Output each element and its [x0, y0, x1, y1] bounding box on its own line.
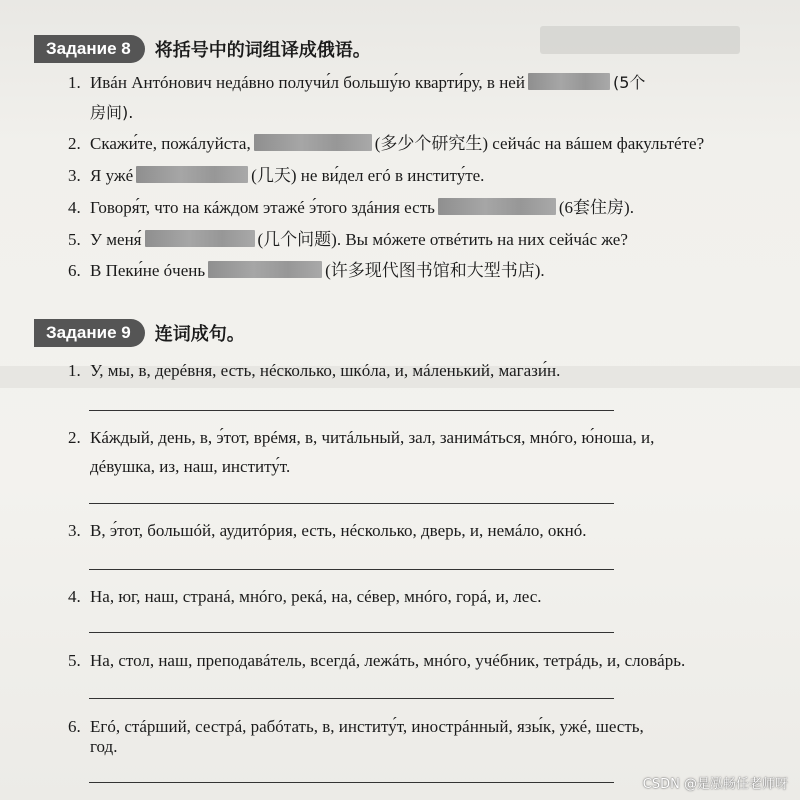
- answer-line-1: [89, 410, 614, 411]
- redacted-answer: [136, 166, 248, 183]
- redacted-answer: [208, 261, 322, 278]
- task8-item-4: 4. Говоря́т, что на кáждом этажé э́того здáния есть (6套住房).: [68, 198, 634, 217]
- answer-line-3: [89, 569, 614, 570]
- task9-tag: Задание 9: [34, 319, 145, 347]
- task9-item-4: 4. На, юг, наш, странá, мнóго, рекá, на, сéвер, мнóго, горá, и, лес.: [68, 587, 542, 606]
- task9-title: 连词成句。: [154, 324, 245, 345]
- task8-item-5: 5. У меня́ (几个问题). Вы мóжете отвéтить на них сейчáс же?: [68, 230, 628, 249]
- task9-item-2-cont: дéвушка, из, наш, институ́т.: [90, 457, 291, 476]
- task9-item-1: 1. У, мы, в, дерéвня, есть, нéсколько, шкóла, и, мáленький, магази́н.: [68, 361, 561, 380]
- task9-item-6: 6. Егó, стáрший, сестрá, рабóтать, в, институ́т, инострáнный, язы́к, ужé, шесть,: [68, 717, 644, 736]
- task9-item-3: 3. В, э́тот, большóй, аудитóрия, есть, нéсколько, дверь, и, немáло, oкнó.: [68, 521, 587, 540]
- task8-item-3: 3. Я ужé (几天) не ви́дел егó в институ́те.: [68, 166, 485, 185]
- redacted-answer: [528, 73, 610, 90]
- answer-line-5: [89, 698, 614, 699]
- task8-header: [34, 35, 371, 63]
- redacted-answer: [254, 134, 372, 151]
- answer-line-6: [89, 782, 614, 783]
- task9-item-5: 5. На, стол, наш, преподавáтель, всегдá, лежáть, мнóго, учéбник, тетрáдь, и, словáрь.: [68, 651, 686, 670]
- ghost-tab-shape: [540, 26, 740, 54]
- task8-item-6: 6. В Пеки́не óчень (许多现代图书馆和大型书店).: [68, 261, 545, 280]
- task8-tag: Задание 8: [34, 35, 145, 63]
- task8-title: 将括号中的词组译成俄语。: [154, 40, 371, 61]
- answer-line-2: [89, 503, 614, 504]
- task8-item-2: 2. Скажи́те, пожáлуйста, (多少个研究生) сейчáс на вáшем факультéте?: [68, 134, 705, 153]
- redacted-answer: [438, 198, 556, 215]
- redacted-answer: [145, 230, 255, 247]
- task9-header: [34, 319, 245, 347]
- answer-line-4: [89, 632, 614, 633]
- task9-item-2: 2. Кáждый, день, в, э́тот, врéмя, в, читáльный, зал, занимáться, мнóго, ю́ноша, и,: [68, 428, 655, 447]
- task8-item-1: 1. Ивáн Антóнович недáвно получи́л большу́ю кварти́ру, в ней (5个: [68, 73, 646, 92]
- task9-item-6-cont: год.: [90, 737, 118, 756]
- task8-item-1-cont: 房间).: [90, 103, 134, 122]
- watermark: CSDN @是泓畅任老师呀: [642, 777, 788, 792]
